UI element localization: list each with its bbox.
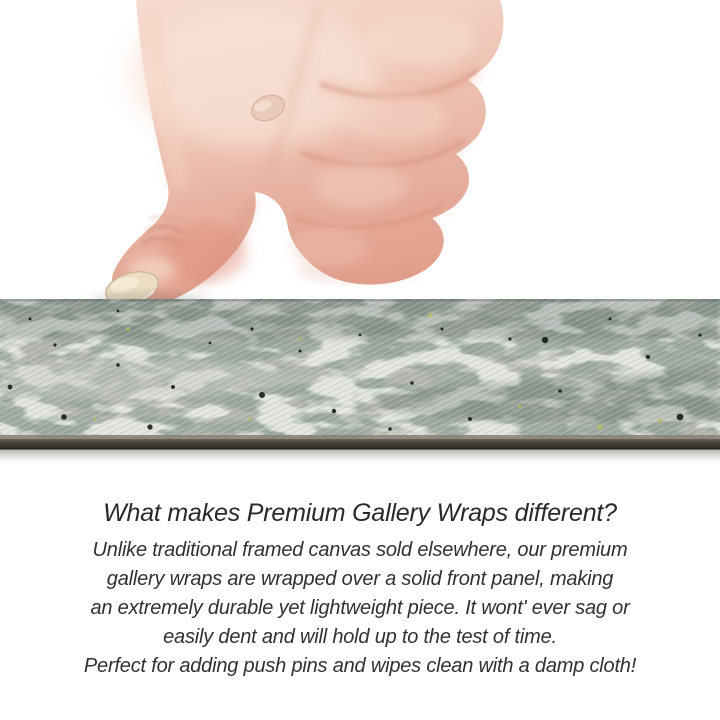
canvas-drop-shadow [0, 450, 720, 465]
info-line: an extremely durable yet lightweight piece. It wont' ever sag or [90, 597, 630, 619]
info-section [0, 497, 720, 681]
info-line: Perfect for adding push pins and wipes clean with a damp cloth! [83, 655, 637, 677]
canvas-edge-strip [0, 299, 720, 467]
info-line: easily dent and will hold up to the test of time. [163, 626, 557, 648]
canvas-bottom-edge [0, 435, 720, 450]
info-heading: What makes Premium Gallery Wraps different? [103, 499, 617, 527]
hand-pressing-canvas-photo [0, 0, 720, 312]
canvas-texture [0, 299, 720, 440]
info-line: Unlike traditional framed canvas sold elsewhere, our premium [92, 539, 628, 561]
info-line: gallery wraps are wrapped over a solid front panel, making [106, 568, 614, 590]
